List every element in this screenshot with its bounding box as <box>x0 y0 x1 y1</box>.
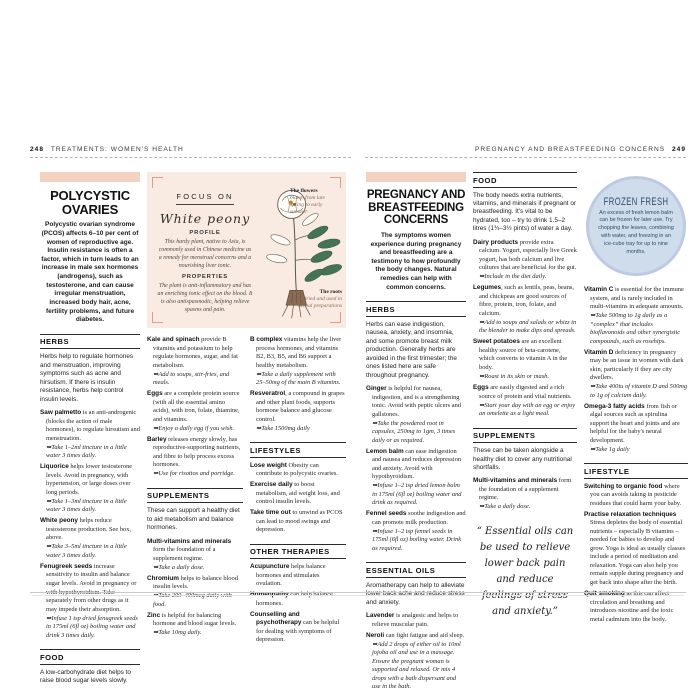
running-head-left: TREATMENTS: WOMEN'S HEALTH <box>50 146 184 153</box>
section-heading-supplements-right: SUPPLEMENTS <box>473 428 577 444</box>
remedy-tip: ➥Take a daily supplement with 25–50mg of the main B vitamins. <box>256 370 341 387</box>
remedy-tip: ➥Take 3–5ml tincture in a little water 3 times daily. <box>46 543 127 559</box>
lifestyle-text: where you can avoids taking in pesticide residues that could harm your baby. <box>590 482 682 507</box>
section-heading-herbs-right: HERBS <box>366 301 466 317</box>
lifestyle-text: to unwind as PCOS can lead to mood swings and depression. <box>256 509 343 534</box>
therapy-entry <box>250 611 346 645</box>
section-heading-other-therapies: OTHER THERAPIES <box>250 544 346 560</box>
remedy-text: , a compound in grapes and other plant foods, supports hormone balance and glucose control. <box>256 390 345 423</box>
remedy-name: Barley <box>147 435 167 443</box>
remedy-entry <box>473 477 577 512</box>
remedy-name: Multi-vitamins and minerals <box>147 537 232 545</box>
remedy-entry <box>366 612 466 629</box>
remedy-entry <box>473 338 577 381</box>
lifestyle-entry <box>250 462 346 479</box>
roots-caption <box>292 289 342 310</box>
lifestyle-name: Quit smoking <box>584 589 625 597</box>
remedy-tip: ➥Take 400iu of vitamin D and 500mg to 1g of calcium daily. <box>590 383 688 399</box>
section-intro-supplements: These can support a healthy diet to aid metabolism and balance hormones. <box>147 507 240 532</box>
remedy-tip: ➥Take 1–3ml tincture in a little water 3 times daily. <box>46 497 127 514</box>
section-heading-herbs: HERBS <box>40 334 140 350</box>
remedy-entry <box>473 284 577 336</box>
folio-right <box>471 146 686 153</box>
focus-title: White peony <box>159 211 251 226</box>
remedy-tip: ➥Take 10mg daily. <box>153 629 202 637</box>
right-column-1 <box>366 172 466 694</box>
focus-kicker: FOCUS ON <box>176 192 233 205</box>
remedy-text: can fight fatigue and aid sleep. <box>384 631 465 639</box>
remedy-entry <box>250 336 346 388</box>
frozen-fresh-badge <box>586 176 686 276</box>
remedy-text: releases energy slowly, has reproductive-supporting nutrients, and fibre to help process excess hormones. <box>153 435 241 469</box>
remedy-entry <box>147 336 243 388</box>
remedy-name: Sweet potatoes <box>473 338 520 346</box>
remedy-name: Lemon balm <box>366 447 404 455</box>
section-heading-lifestyle-right: LIFESTYLE <box>584 463 688 479</box>
lifestyle-entry <box>584 483 688 509</box>
running-heads <box>30 146 686 153</box>
remedy-text: is an anti-androgenic (blocks the action of male hormones), to regulate hirsutism and menstruation. <box>46 409 140 442</box>
remedy-name: Vitamin C <box>584 286 614 293</box>
remedy-tip: ➥Infuse 1–2 tsp fennel seeds in 175ml (6fl oz) boiling water. Drink as required. <box>372 527 462 552</box>
section-heading-supplements: SUPPLEMENTS <box>147 488 243 504</box>
therapy-name: Homeopathy <box>250 591 289 599</box>
remedy-text: is helpful for balancing hormone and blood sugar levels. <box>153 611 237 628</box>
page-bottom-edge <box>30 592 686 593</box>
page-number-left: 248 <box>30 146 45 153</box>
focus-box-illustration <box>253 182 342 320</box>
remedy-tip: ➥Take 1–2ml tincture in a little water 3 times daily. <box>46 443 127 460</box>
remedy-name: Fenugreek seeds <box>40 562 93 570</box>
remedy-tip: ➥Take a daily dose. <box>479 503 531 511</box>
lifestyle-name: Switching to organic food <box>584 482 663 490</box>
therapy-name: Counselling and psychotherapy <box>250 610 302 627</box>
remedy-name: Fennel seeds <box>366 510 407 518</box>
remedy-tip: ➥Take 200–400mcg daily with food. <box>153 592 232 608</box>
remedy-entry <box>366 448 466 508</box>
remedy-text: from fish or algal sources such as spirulina support the heart and joints and are helpful for the baby's neural development. <box>590 402 680 444</box>
article-title-left: POLYCYSTIC OVARIES <box>50 188 130 217</box>
section-intro-food-right: The body needs extra nutrients, vitamins, and minerals if pregnant or breastfeeding. It's vital to be hydrated, too – try to drink 1.5–2 litres (1¾–3½ pints) of water a day. <box>473 191 577 233</box>
remedy-tip: ➥Add 2 drops of either oil to 10ml jojoba oil and use in a massage. Ensure the pregnant woman is supported and relaxed. Or mix 4 drops with a bath dispersant and use in the bath. <box>372 640 461 691</box>
remedy-entry <box>147 538 243 573</box>
remedy-entry <box>147 390 243 433</box>
section-heading-lifestyles: LIFESTYLES <box>250 442 346 458</box>
remedy-tip: ➥Add to soups, stir-fries, and meals. <box>153 370 230 387</box>
remedy-tip: ➥Add to soups and salads or whizz in the blender to make dips and spreads. <box>479 318 577 335</box>
frozen-fresh-badge-wrap <box>584 176 688 276</box>
remedy-tip: ➥Take 1g daily <box>590 445 630 453</box>
remedy-entry <box>366 632 466 692</box>
remedy-tip: ➥Take 500mg to 1g daily as a “complex” that includes bioflavonoids and other synergistic compounds, such as rosehips. <box>590 312 681 345</box>
flowers-caption <box>290 188 340 217</box>
remedy-text: vitamins help the liver process hormones, and vitamins B2, B3, B5, and B6 support a healthy metabolism. <box>256 336 342 369</box>
lifestyle-name: Exercise daily <box>250 481 293 489</box>
page-bottom-edge <box>32 595 684 596</box>
lifestyle-text: as this can affect circulation and breathing and introduces nicotine and the toxic metal cadmium into the body. <box>590 589 674 623</box>
therapy-text: helps balance hormones and stimulates ovulation. <box>256 563 326 588</box>
flowers-caption-title: The flowers <box>290 188 318 194</box>
remedy-entry <box>40 517 140 560</box>
remedy-text: soothe indigestion and can promote milk production. <box>372 510 466 526</box>
remedy-name: Neroli <box>366 631 385 639</box>
remedy-tip: ➥Infuse 1–2 tsp dried lemon balm in 175ml (6fl oz) boiling water and drink as required. <box>372 482 462 507</box>
left-columns-2-3 <box>147 172 346 694</box>
section-heading-food-right: FOOD <box>473 172 577 188</box>
badge-title: FROZEN FRESH <box>603 194 669 207</box>
remedy-text: form the foundation of a supplement regime. <box>479 477 572 502</box>
remedy-text: are a complete protein source (with all the essential amino acids), with iron, folate, thiamine, and vitamins. <box>153 390 240 423</box>
remedy-text: form the foundation of a supplement regime. <box>153 546 216 562</box>
remedy-name: Multi-vitamins and minerals <box>473 477 558 485</box>
section-heading-essential-oils: ESSENTIAL OILS <box>366 562 466 578</box>
lifestyle-text: Stress depletes the body of essential nutrients – especially B vitamins – needed for babies to develop and grow. Yoga is ideal as usually classes include a period of meditation and relaxation. Yoga can also help you remain supple during pregnancy and get back into shape after the birth. <box>590 519 686 586</box>
header-rules <box>30 157 686 158</box>
remedy-text: deficiency in pregnancy may be an issue in women with dark skin, particularly if they are city dwellers. <box>590 348 684 382</box>
therapy-name: Acupuncture <box>250 563 290 571</box>
section-intro-supplements-right: These can be taken alongside a healthy diet to cover any nutritional shortfalls. <box>473 447 572 471</box>
remedy-entry <box>40 463 140 515</box>
remedy-tip: ➥Enjoy a daily egg if you wish. <box>153 424 235 432</box>
remedy-text: provide extra calcium. Yogurt, especially live Greek yogurt, has both calcium and live cultures that are beneficial for the gut. <box>479 238 577 272</box>
section-heading-food: FOOD <box>40 649 140 665</box>
focus-profile-heading: PROFILE <box>189 230 221 236</box>
lifestyle-entry <box>250 509 346 535</box>
header-rule-right <box>365 157 686 158</box>
remedy-entry <box>366 385 466 445</box>
article-intro-right: The symptoms women experience during pregnancy and breastfeeding are a testimony to how profoundly the body changes. Natural remedies can help with common concerns. <box>370 231 462 291</box>
remedy-entry <box>473 239 577 282</box>
remedy-name: Chromium <box>147 574 179 582</box>
remedy-name: Omega-3 fatty acids <box>584 402 645 410</box>
flowers-caption-text: bloom from late spring to early summer <box>290 195 325 216</box>
remedy-name: Vitamin D <box>584 348 614 356</box>
remedy-name: White peony <box>40 517 78 525</box>
remedy-text: increase sensitivity to insulin and balance sugar levels. Avoid in pregnancy or with hypothyroidism. Take separately from other drugs as it may impede their absorption. <box>46 562 137 613</box>
remedy-name: Eggs <box>147 390 163 398</box>
remedy-text: helps lower testosterone levels. Avoid in pregnancy, with hypertension, or large doses over long periods. <box>46 463 133 496</box>
lifestyle-entry <box>584 511 688 588</box>
lifestyle-name: Practise relaxation techniques <box>584 510 677 518</box>
article-title-right: PREGNANCY AND BREASTFEEDING CONCERNS <box>366 189 466 227</box>
therapy-entry <box>250 591 346 608</box>
remedy-entry <box>40 563 140 640</box>
remedy-text: is helpful for nausea, indigestion, and is a strengthening tonic. Avoid with peptic ulcers and gallstones. <box>372 385 461 418</box>
focus-properties-text: The plant is anti-inflammatory and has an enriching tonic effect on the blood. It is also antispasmodic, helping relieve spasms and pain. <box>157 282 253 313</box>
remedy-text: are easily digested and a rich source of protein and vital nutrients. <box>479 384 572 400</box>
accent-bar <box>366 172 466 182</box>
lifestyle-name: Take time out <box>250 509 291 517</box>
right-page <box>352 172 686 694</box>
remedy-tip: ➥Use for risottos and porridge. <box>153 470 235 478</box>
left-page <box>30 172 352 694</box>
remedy-text: is essential for the immune system, and is rarely included in multi-vitamins in adequate amounts. <box>590 286 684 311</box>
remedy-name: Legumes <box>473 284 502 292</box>
remedy-tip: ➥Take 1500mg daily <box>256 424 310 432</box>
therapy-text: can be helpful for dealing with symptoms of depression. <box>256 619 340 644</box>
lifestyle-entry <box>250 481 346 507</box>
remedy-entry <box>584 403 688 455</box>
badge-text: An excess of fresh lemon balm can be frozen for later use. Try chopping the leaves, combining with water, and freezing in an ice-cube tray for up to nine months. <box>598 209 674 255</box>
corner-bracket-icon <box>152 177 163 188</box>
remedy-tip: ➥Take the powdered root in capsules, 250mg to 1gm, 3 times daily or as required. <box>372 419 456 444</box>
section-intro-herbs: Herbs help to regulate hormones and menstruation, improving symptoms such as acne and hirsutism. If there is insulin resistance, herbs help control insulin levels. <box>40 353 134 403</box>
remedy-tip: ➥Include in the diet daily. <box>479 273 547 281</box>
therapy-text: can help balance hormones. <box>256 591 333 607</box>
remedy-name: Zinc <box>147 611 161 619</box>
article-intro-left: Polycystic ovarian syndrome (PCOS) affects 6–10 per cent of women of reproductive age. Insulin resistance is often a factor, which in turn leads to an increase in male sex hormones (androgens), such as testosterone, and can cause irregular menstruation, increased body hair, acne, fertility problems, and future diabetes. <box>41 221 139 324</box>
corner-bracket-icon <box>152 312 163 323</box>
lifestyle-text: to boost metabolism, aid weight loss, and control insulin levels. <box>256 481 340 506</box>
remedy-name: B complex <box>250 336 283 343</box>
remedy-entry <box>584 349 688 401</box>
roots-caption-text: are dried and used in herbal preparations <box>295 295 342 309</box>
section-intro-herbs-right: Herbs can ease indigestion, nausea, anxiety, and insomnia, and some promote breast milk production. Generally herbs are avoided in the first trimester; the ones listed here are safe throughout pregnancy. <box>366 320 457 379</box>
left-column-3 <box>250 336 346 647</box>
remedy-entry <box>250 390 346 433</box>
remedy-name: Liquorice <box>40 463 69 471</box>
pull-quote: “ Essential oils can be used to relieve lower back pain and reduce feelings of stress and anxiety.” <box>476 526 574 617</box>
therapy-entry <box>250 563 346 589</box>
remedy-name: Dairy products <box>473 238 519 246</box>
running-head-right: PREGNANCY AND BREASTFEEDING CONCERNS <box>475 146 666 153</box>
lifestyle-text: Obesity can contribute to polycystic ovaries. <box>256 461 338 478</box>
remedy-name: Resveratrol <box>250 390 286 398</box>
remedy-entry <box>584 286 688 346</box>
remedy-name: Saw palmetto <box>40 409 82 417</box>
focus-box <box>147 172 346 328</box>
page-number-right: 249 <box>671 146 686 153</box>
section-intro-essential-oils: Aromatherapy can help to alleviate lower back ache and reduce stress and anxiety. <box>366 581 465 606</box>
remedy-tip: ➥Infuse 1 tsp dried fenugreek seeds in 175ml (6fl oz) boiling water and drink 3 times daily. <box>46 614 138 639</box>
header-rule-left <box>30 157 351 158</box>
remedy-tip: ➥Start your day with an egg or enjoy an omelette as a light meal. <box>479 401 576 418</box>
remedy-text: helps to balance blood insulin levels. <box>153 574 238 591</box>
roots-caption-title: The roots <box>319 288 342 295</box>
right-column-2 <box>473 172 577 694</box>
focus-profile-text: This hardy plant, native to Asia, is commonly used in Chinese medicine as a remedy for menstrual concerns and a nourishing liver tonic. <box>158 238 252 269</box>
remedy-tip: ➥Roast in its skin or mash. <box>479 373 549 380</box>
right-column-3 <box>584 172 688 694</box>
lifestyle-name: Lose weight <box>250 461 287 469</box>
accent-bar <box>40 172 140 182</box>
remedy-text: is analgesic and helps to relieve muscular pain. <box>372 612 459 628</box>
remedy-text: , such as lentils, peas, beans, and chickpeas are good sources of fibre, protein, iron, folate, and calcium. <box>479 284 575 317</box>
left-column-1 <box>40 172 140 694</box>
focus-properties-heading: PROPERTIES <box>182 274 228 281</box>
book-spread <box>30 146 686 694</box>
remedy-text: can ease indigestion and nausea and reduces depression and anxiety. Avoid with hypothyroidism. <box>372 447 462 481</box>
remedy-name: Ginger <box>366 385 387 393</box>
remedy-name: Eggs <box>473 384 489 392</box>
section-intro-food: A low-carbohydrate diet helps to raise blood sugar levels slowly. <box>40 668 131 685</box>
remedy-text: helps reduce testosterone production. See box, above. <box>46 517 132 542</box>
left-column-2 <box>147 336 243 647</box>
remedy-tip: ➥Take a daily dose. <box>153 563 205 571</box>
remedy-text: provide B vitamins and potassium to help regulate hormones, sugar, and fat metabolism. <box>153 336 238 369</box>
folio-left <box>30 146 188 153</box>
focus-box-text <box>157 182 253 320</box>
remedy-name: Kale and spinach <box>147 336 200 343</box>
remedy-name: Lavender <box>366 612 395 620</box>
remedy-entry <box>147 612 243 638</box>
remedy-entry <box>473 384 577 419</box>
remedy-entry <box>40 409 140 461</box>
remedy-entry <box>147 436 243 479</box>
remedy-text: are an excellent healthy source of beta-carotene, which converts to vitamin A in the body. <box>479 338 568 371</box>
remedy-entry <box>366 510 466 553</box>
